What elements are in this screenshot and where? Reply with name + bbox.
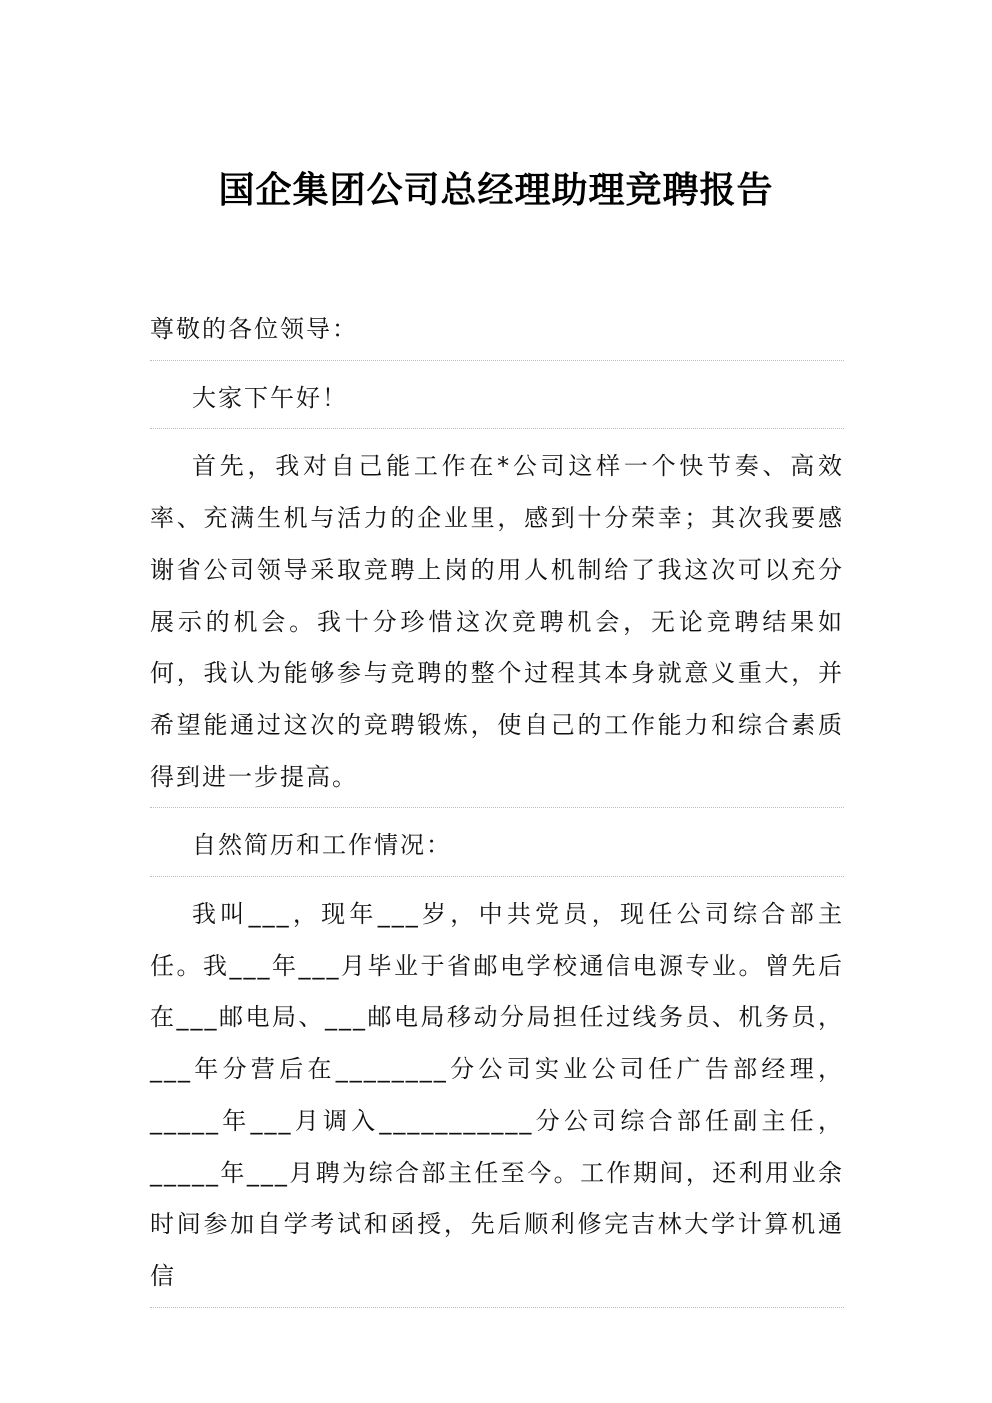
salutation: 尊敬的各位领导： <box>150 300 844 361</box>
paragraph-introduction: 首先，我对自己能工作在*公司这样一个快节奏、高效率、充满生机与活力的企业里，感到十分荣幸；其次我要感谢省公司领导采取竞聘上岗的用人机制给了我这次可以充分展示的机会。我十分珍惜这次竞聘机会，无论竞聘结果如何，我认为能够参与竞聘的整个过程其本身就意义重大，并希望能通过这次的竞聘锻炼，使自己的工作能力和综合素质得到进一步提高。 <box>150 437 844 808</box>
greeting: 大家下午好！ <box>150 369 844 430</box>
document-title: 国企集团公司总经理助理竞聘报告 <box>218 170 774 211</box>
paragraph-resume: 我叫___，现年___岁，中共党员，现任公司综合部主任。我___年___月毕业于省邮电学校通信电源专业。曾先后在___邮电局、___邮电局移动分局担任过线务员、机务员，___年分营后在________分公司实业公司任广告部经理，_____年___月调入___________分公司综合部任副主任，_____年___月聘为综合部主任至今。工作期间，还利用业余时间参加自学考试和函授，先后顺利修完吉林大学计算机通信 <box>150 885 844 1308</box>
section-heading: 自然简历和工作情况： <box>150 816 844 877</box>
document-body <box>150 300 844 1316</box>
